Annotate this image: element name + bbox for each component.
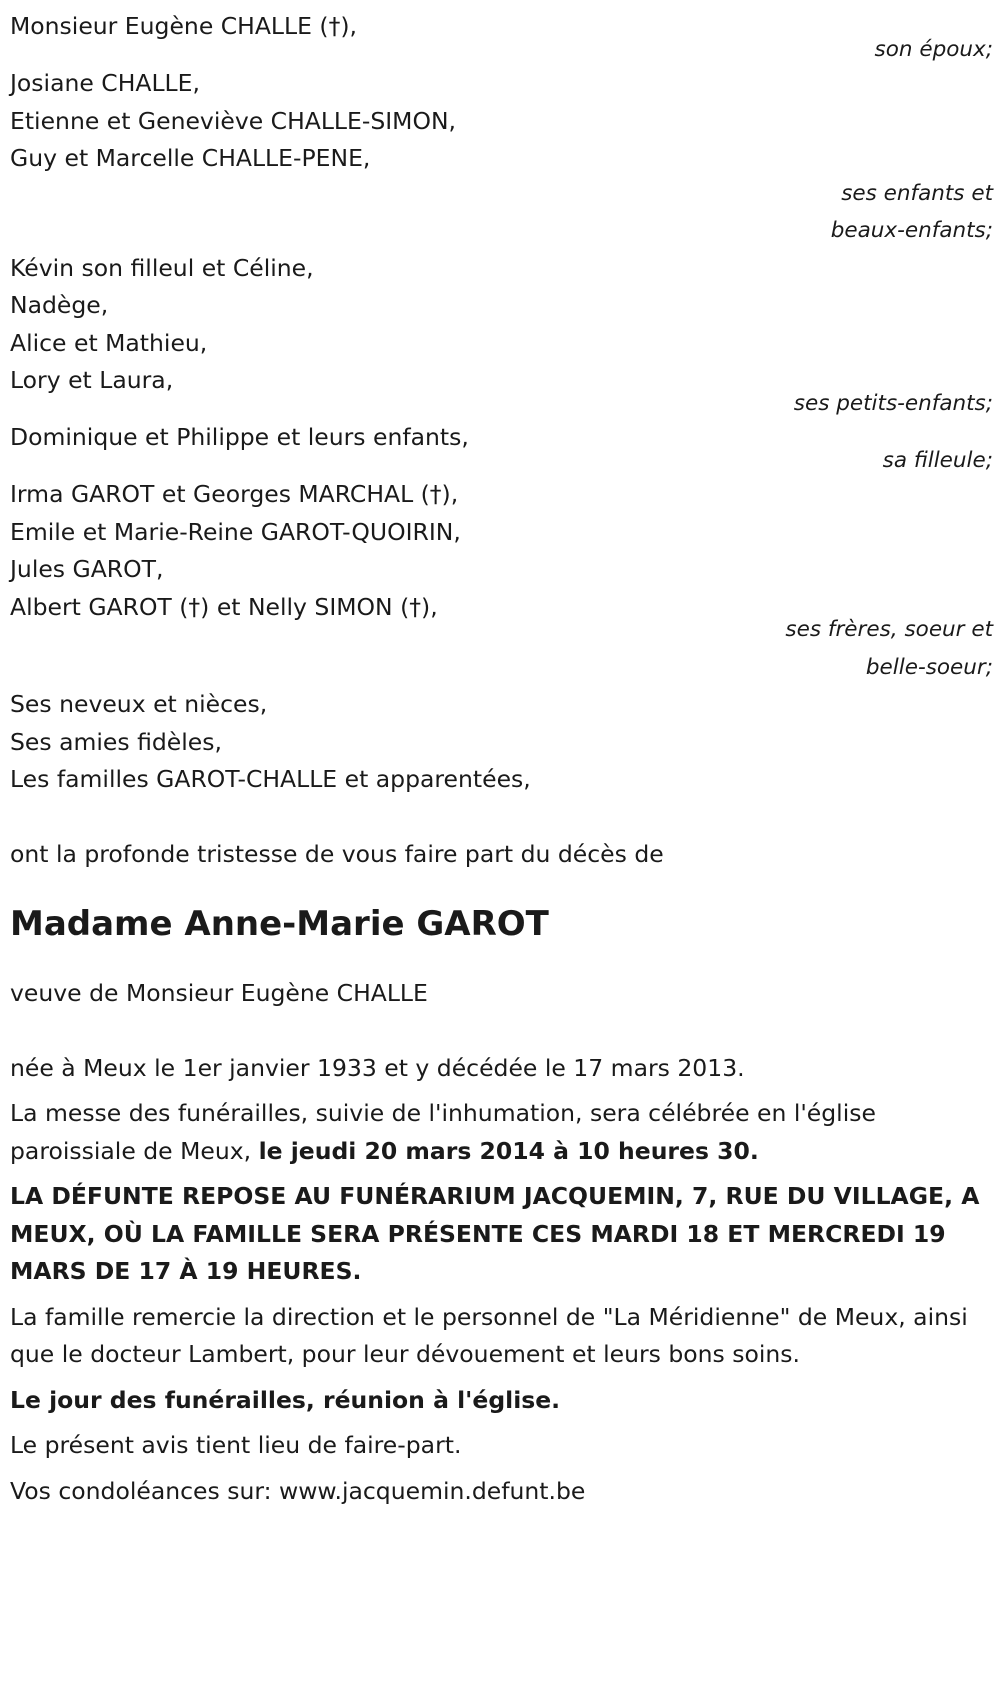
family-member: Les familles GAROT-CHALLE et apparentées, xyxy=(10,765,531,793)
notice-text: Le présent avis tient lieu de faire-part. xyxy=(10,1431,462,1459)
family-group-children xyxy=(10,65,993,250)
family-group-others xyxy=(10,686,993,799)
family-member: Nadège, xyxy=(10,291,109,319)
funeral-mass-text: La messe des funérailles, suivie de l'inhumation, sera célébrée en l'église paroissiale de Meux, xyxy=(10,1099,876,1165)
announcement-text: ont la profonde tristesse de vous faire part du décès de xyxy=(10,839,664,868)
family-member: Dominique et Philippe et leurs enfants, xyxy=(10,423,469,451)
birth-death-text: née à Meux le 1er janvier 1933 et y décédée le 17 mars 2013. xyxy=(10,1053,745,1082)
widow-of-text: veuve de Monsieur Eugène CHALLE xyxy=(10,979,428,1007)
repose-paragraph: LA DÉFUNTE REPOSE AU FUNÉRARIUM JACQUEMIN, 7, RUE DU VILLAGE, A MEUX, OÙ LA FAMILLE SERA PRÉSENTE CES MARDI 18 ET MERCREDI 19 MARS DE 17 À 19 HEURES. xyxy=(10,1182,980,1285)
family-member: Alice et Mathieu, xyxy=(10,328,208,357)
deceased-name: Madame Anne-Marie GAROT xyxy=(10,904,549,944)
family-member: Etienne et Geneviève CHALLE-SIMON, xyxy=(10,106,456,135)
funeral-mass-date: le jeudi 20 mars 2014 à 10 heures 30. xyxy=(258,1136,759,1165)
relation-label: sa filleule; xyxy=(882,447,993,473)
relation-label: son époux; xyxy=(874,36,993,62)
family-member: Irma GAROT et Georges MARCHAL (†), xyxy=(10,480,459,508)
funeral-mass-paragraph xyxy=(10,1095,993,1170)
family-member: Ses amies fidèles, xyxy=(10,727,222,756)
relation-label: ses enfants et xyxy=(841,180,993,206)
family-member: Ses neveux et nièces, xyxy=(10,690,268,718)
family-member: Lory et Laura, xyxy=(10,366,174,394)
obituary-notice xyxy=(10,8,993,1510)
family-member: Josiane CHALLE, xyxy=(10,69,200,97)
family-group-spouse xyxy=(10,8,993,68)
family-member: Albert GAROT (†) et Nelly SIMON (†), xyxy=(10,592,438,621)
thanks-paragraph: La famille remercie la direction et le personnel de "La Méridienne" de Meux, ainsi que le docteur Lambert, pour leur dévouement et leurs bons soins. xyxy=(10,1302,968,1368)
relation-label: ses petits-enfants; xyxy=(793,390,993,416)
family-member: Jules GAROT, xyxy=(10,555,164,583)
relation-label: belle-soeur; xyxy=(865,654,993,680)
family-member: Emile et Marie-Reine GAROT-QUOIRIN, xyxy=(10,517,461,546)
family-group-goddaughter xyxy=(10,419,993,479)
condolences-text: Vos condoléances sur: www.jacquemin.defunt.be xyxy=(10,1476,586,1505)
family-member: Guy et Marcelle CHALLE-PENE, xyxy=(10,144,371,172)
family-group-siblings xyxy=(10,476,993,686)
family-member: Kévin son filleul et Céline, xyxy=(10,253,314,282)
family-group-grandchildren xyxy=(10,250,993,423)
relation-label: beaux-enfants; xyxy=(830,218,993,243)
funeral-meeting-text: Le jour des funérailles, réunion à l'église. xyxy=(10,1385,561,1414)
relation-label: ses frères, soeur et xyxy=(785,617,993,642)
family-member: Monsieur Eugène CHALLE (†), xyxy=(10,12,357,40)
